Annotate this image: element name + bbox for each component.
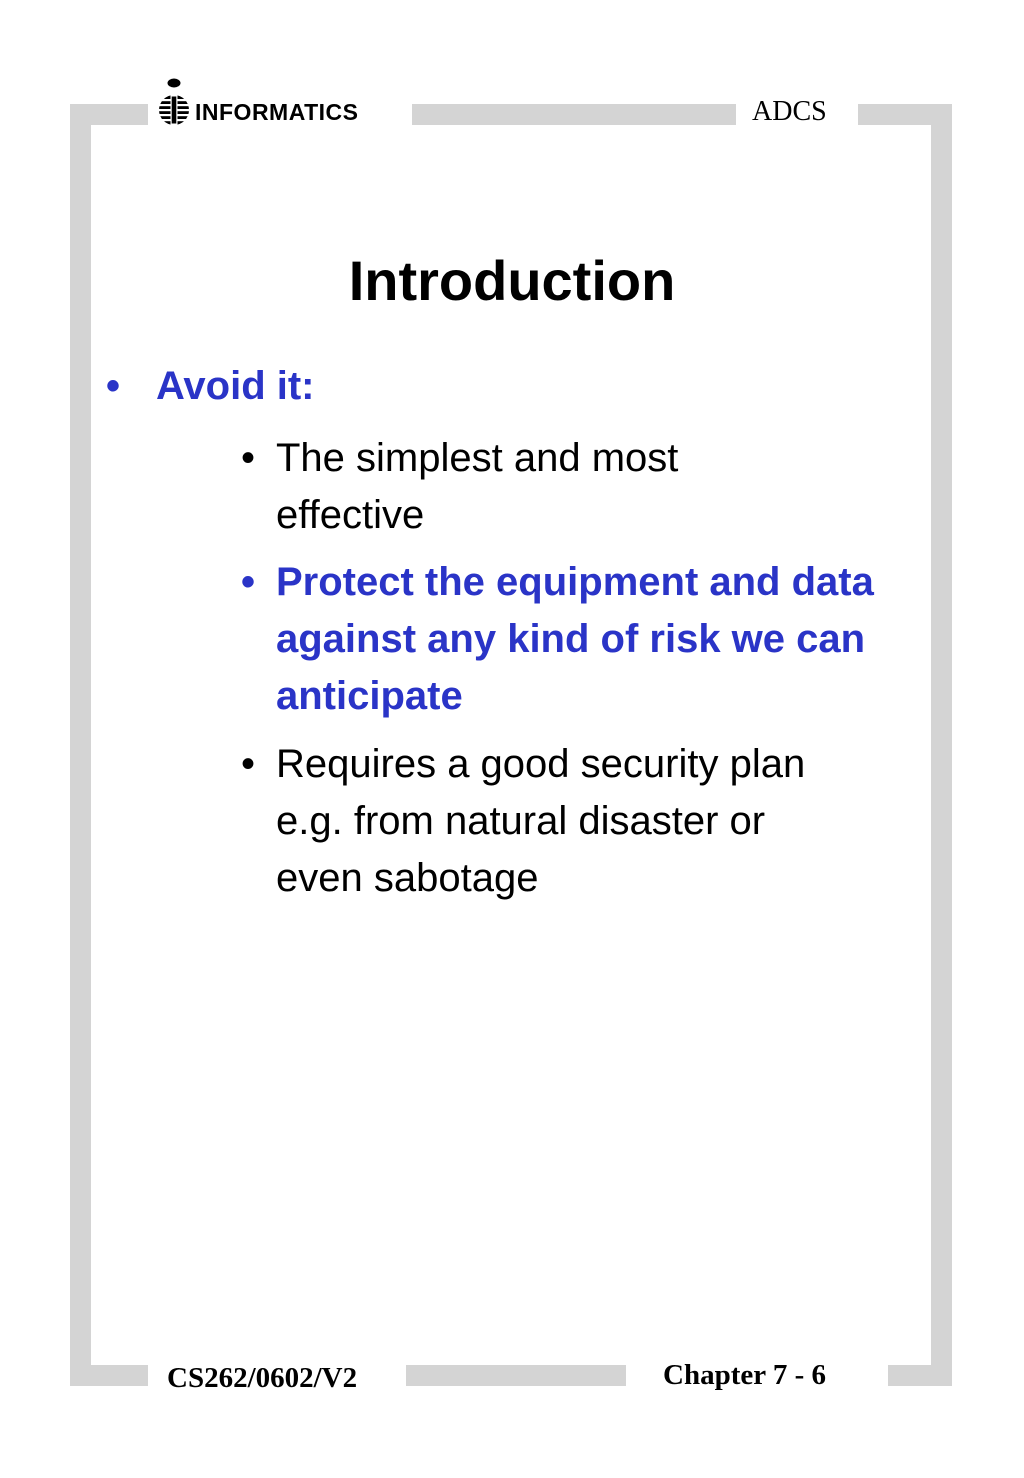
sub-bullet-marker: • xyxy=(241,560,256,604)
sub-bullet-marker: • xyxy=(241,742,256,786)
slide-title: Introduction xyxy=(348,249,676,312)
logo-wordmark: INFORMATICS xyxy=(195,99,359,125)
frame-bottom-bar-right xyxy=(888,1365,952,1386)
footer-course-code: CS262/0602/V2 xyxy=(167,1362,358,1394)
sub-bullet-1 xyxy=(241,430,881,544)
sub-bullet-2 xyxy=(241,554,881,725)
sub-bullet-3 xyxy=(241,736,881,907)
informatics-logo xyxy=(157,78,407,128)
footer-page-number: Chapter 7 - 6 xyxy=(663,1359,826,1391)
sub-bullet-text: The simplest and most effective xyxy=(276,436,679,537)
frame-bottom-bar-left xyxy=(70,1365,148,1386)
bullet-label: Avoid it: xyxy=(156,364,315,408)
frame-top-bar-left xyxy=(70,104,148,125)
bullet-marker: • xyxy=(106,364,121,408)
frame-bottom-bar-middle xyxy=(406,1365,626,1386)
sub-bullet-marker: • xyxy=(241,436,256,480)
informatics-logo-icon xyxy=(157,78,191,128)
header-course-label: ADCS xyxy=(752,96,827,127)
sub-bullet-text: Requires a good security plan e.g. from natural disaster or even sabotage xyxy=(276,742,806,900)
frame-top-bar-right xyxy=(858,104,952,125)
frame-top-bar-middle xyxy=(412,104,736,125)
sub-bullet-text: Protect the equipment and data against any kind of risk we can anticipate xyxy=(276,560,874,718)
